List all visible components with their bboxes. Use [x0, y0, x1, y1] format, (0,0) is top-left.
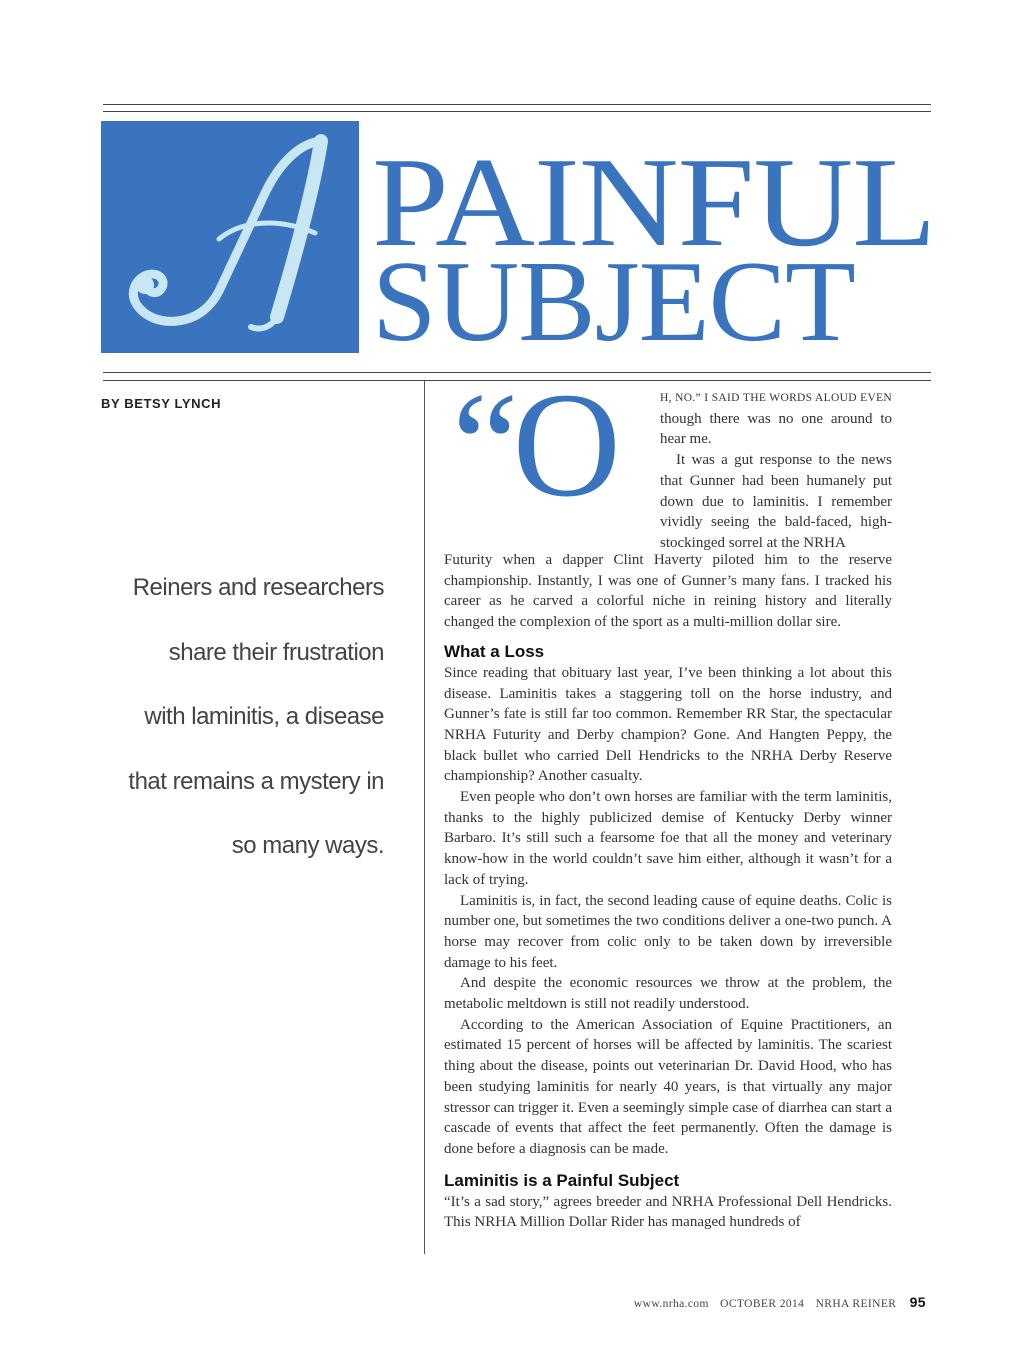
subhead-painful-subject: Laminitis is a Painful Subject [444, 1170, 680, 1190]
subhead-what-a-loss: What a Loss [444, 641, 545, 661]
paragraph: Even people who don’t own horses are familiar with the term laminitis, thanks to the highly publicized demise of Kentucky Derby winner Barbaro. It’s still such a fearsome foe that all the money and veterinary know-how in the world couldn’t save him either, although it wasn’t for a lack of trying. [444, 789, 892, 888]
top-rule-1 [103, 104, 931, 105]
paragraph: “It’s a sad story,” agrees breeder and NRHA Professional Dell Hendricks. This NRHA Million Dollar Rider has managed hundreds of [444, 1193, 892, 1231]
script-a-icon [101, 121, 359, 353]
headline-line-1: PAINFUL [372, 131, 936, 273]
page-number: 95 [909, 1294, 926, 1310]
drop-cap: “O [452, 362, 615, 528]
intro-rest: though there was no one around to hear me. [660, 410, 892, 448]
deck-line: share their frustration [168, 638, 384, 666]
byline: BY BETSY LYNCH [101, 396, 222, 411]
paragraph: According to the American Association of Equine Practitioners, an estimated 15 percent of horses will be affected by laminitis. The scariest thing about the disease, points out veterinarian Dr. David Hood, who has been studying laminitis for nearly 40 years, is that virtually any major stressor can trigger it. Even a seemingly simple case of diarrhea can start a cascade of events that affect the feet permanently. Often the damage is done before a diagnosis can be made. [444, 1016, 892, 1157]
footer-magazine: NRHA REINER [815, 1298, 897, 1310]
paragraph: And despite the economic resources we throw at the problem, the metabolic meltdown is still not readily understood. [444, 975, 892, 1013]
footer-url: www.nrha.com [633, 1298, 709, 1310]
footer-issue: OCTOBER 2014 [720, 1298, 805, 1310]
paragraph: Laminitis is, in fact, the second leading cause of equine deaths. Colic is number one, but sometimes the two conditions deliver a one-two punch. A horse may recover from colic only to be taken down by irreversible damage to his feet. [444, 892, 892, 971]
paragraph: Since reading that obituary last year, I’ve been thinking a lot about this disease. Laminitis takes a staggering toll on the horse industry, and Gunner’s fate is still far too common. Remember RR Star, the spectacular NRHA Futurity and Derby champion? Gone. And Hangten Peppy, the black bullet who carried Dell Hendricks to the NRHA Derby Reserve championship? Another casualty. [444, 664, 892, 785]
deck-line: with laminitis, a disease [144, 703, 384, 730]
deck-line: so many ways. [231, 832, 384, 859]
intro-caps: H, NO.” I SAID THE WORDS ALOUD EVEN [660, 392, 892, 404]
intro-column [660, 387, 892, 554]
deck-line: that remains a mystery in [128, 767, 384, 795]
top-rule-2 [103, 111, 931, 112]
title-initial-box [101, 121, 359, 353]
article-body [444, 550, 892, 1233]
intro-continued: Futurity when a dapper Clint Haverty piloted him to the reserve championship. Instantly, I was one of Gunner’s many fans. I tracked his career as he carved a colorful niche in reining history and literally changed the complexion of the sport as a multi-million dollar sire. [444, 552, 892, 631]
deck [90, 556, 384, 879]
headline-line-2: SUBJECT [372, 238, 855, 366]
logo-letter: A [101, 121, 102, 122]
intro-paragraph-2: It was a gut response to the news that Gunner had been humanely put down due to laminitis. I remember vividly seeing the bald-faced, high-stockinged sorrel at the NRHA [660, 452, 892, 551]
deck-line: Reiners and researchers [132, 574, 384, 601]
column-divider [424, 381, 425, 1254]
page-footer [626, 1294, 926, 1310]
